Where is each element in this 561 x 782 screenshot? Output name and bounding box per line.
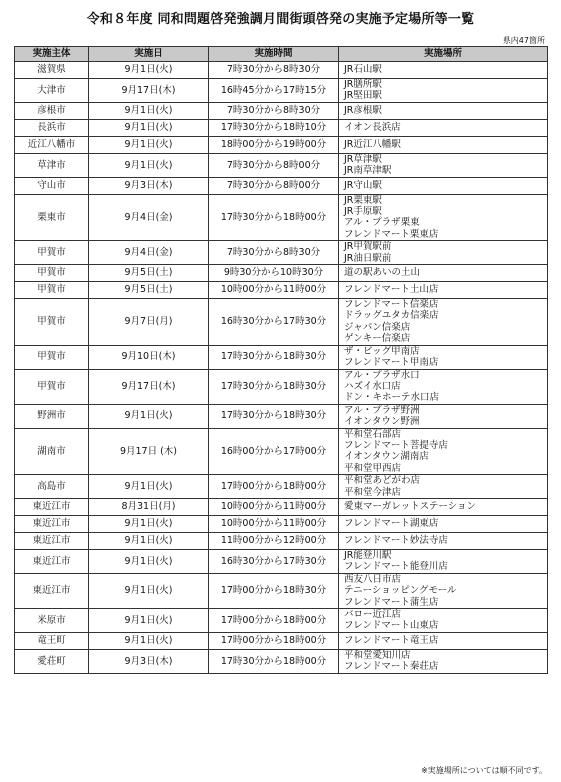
table-row [15,428,548,475]
footnote: ※実施場所については順不同です。 [421,766,547,775]
cell-time: 17時30分から18時30分 [209,345,339,369]
place-name: 平和堂甲西店 [344,462,402,474]
cell-date: 9月17日(木) [89,79,209,103]
table-row [15,119,548,136]
cell-time: 18時00分から19時00分 [209,136,339,153]
header-entity: 実施主体 [15,47,89,62]
cell-date: 9月1日(火) [89,119,209,136]
place-name: アル・プラザ野洲 [344,404,420,416]
table-row [15,369,548,404]
table-row [15,102,548,119]
place-name: フレンドマート土山店 [344,284,439,296]
place-name: テニーショッピングモール [344,585,457,597]
table-row [15,241,548,265]
cell-time: 16時00分から17時00分 [209,428,339,475]
place-name: JR南草津駅 [344,165,392,177]
cell-time: 17時30分から18時30分 [209,404,339,428]
table-row [15,649,548,673]
cell-places [339,428,548,475]
cell-time: 16時45分から17時15分 [209,79,339,103]
cell-places [339,498,548,515]
cell-places [339,265,548,282]
place-name: フレンドマート栗東店 [344,228,439,240]
place-name: フレンドマート竜王店 [344,635,439,647]
cell-date: 9月1日(火) [89,62,209,79]
cell-date: 9月1日(火) [89,515,209,532]
cell-entity: 米原市 [15,609,89,633]
cell-date: 9月3日(木) [89,649,209,673]
place-name: ドラッグユタカ信楽店 [344,310,439,322]
cell-places [339,549,548,573]
cell-date: 8月31日(月) [89,498,209,515]
table-row [15,515,548,532]
place-name: 西友八日市店 [344,573,402,585]
cell-entity: 東近江市 [15,549,89,573]
cell-date: 9月1日(火) [89,404,209,428]
table-row [15,136,548,153]
table-row [15,498,548,515]
cell-entity: 甲賀市 [15,369,89,404]
cell-date: 9月4日(金) [89,194,209,241]
schedule-table [14,46,548,674]
place-name: ハズイ水口店 [344,380,401,392]
cell-entity: 大津市 [15,79,89,103]
place-name: JR膳所駅 [344,79,382,90]
place-name: JR甲賀駅前 [344,241,392,253]
cell-time: 17時30分から18時30分 [209,369,339,404]
cell-date: 9月4日(金) [89,241,209,265]
cell-date: 9月1日(火) [89,609,209,633]
cell-time: 17時30分から18時10分 [209,119,339,136]
cell-time: 11時00分から12時00分 [209,532,339,549]
place-name: アル・プラザ栗東 [344,217,420,229]
cell-places [339,404,548,428]
cell-entity: 東近江市 [15,532,89,549]
place-name: フレンドマート甲南店 [344,357,439,369]
place-name: ザ・ビッグ甲南店 [344,345,420,357]
place-name: 平和堂今津店 [344,486,402,498]
cell-entity: 甲賀市 [15,299,89,346]
cell-entity: 甲賀市 [15,282,89,299]
table-row [15,265,548,282]
table-row [15,475,548,499]
place-name: フレンドマート信楽店 [344,299,439,311]
cell-entity: 東近江市 [15,498,89,515]
table-row [15,177,548,194]
cell-entity: 竜王町 [15,632,89,649]
table-row [15,632,548,649]
cell-places [339,282,548,299]
cell-places [339,573,548,608]
cell-date: 9月17日 (木) [89,428,209,475]
cell-date: 9月5日(土) [89,282,209,299]
cell-places [339,515,548,532]
cell-entity: 甲賀市 [15,345,89,369]
place-name: ゲンキー信楽店 [344,333,411,345]
table-row [15,532,548,549]
cell-entity: 近江八幡市 [15,136,89,153]
cell-entity: 東近江市 [15,515,89,532]
cell-entity: 草津市 [15,153,89,177]
place-name: JR能登川駅 [344,549,392,561]
header-date: 実施日 [89,47,209,62]
cell-date: 9月1日(火) [89,102,209,119]
place-name: JR油日駅前 [344,252,392,264]
place-name: ジャパン信楽店 [344,321,411,333]
cell-places [339,632,548,649]
page-title: 令和８年度 同和問題啓発強調月間街頭啓発の実施予定場所等一覧 [86,12,475,27]
cell-entity: 守山市 [15,177,89,194]
cell-entity: 愛荘町 [15,649,89,673]
cell-date: 9月1日(火) [89,475,209,499]
cell-time: 16時30分から17時30分 [209,299,339,346]
table-row [15,609,548,633]
cell-entity: 彦根市 [15,102,89,119]
place-name: フレンドマート秦荘店 [344,661,439,673]
cell-date: 9月1日(火) [89,549,209,573]
cell-places [339,345,548,369]
table-row [15,299,548,346]
place-name: 平和堂愛知川店 [344,649,411,661]
cell-places [339,79,548,103]
place-name: イオンタウン湖南店 [344,451,429,463]
cell-entity: 甲賀市 [15,265,89,282]
table-row [15,573,548,608]
cell-places [339,299,548,346]
place-name: JR草津駅 [344,153,382,165]
cell-places [339,532,548,549]
header-time: 実施時間 [209,47,339,62]
cell-date: 9月17日(木) [89,369,209,404]
place-name: イオン長浜店 [344,122,401,134]
cell-entity: 甲賀市 [15,241,89,265]
cell-entity: 長浜市 [15,119,89,136]
cell-places [339,241,548,265]
cell-time: 17時00分から18時00分 [209,609,339,633]
cell-places [339,153,548,177]
cell-date: 9月5日(土) [89,265,209,282]
place-name: JR手原駅 [344,206,382,218]
table-row [15,79,548,103]
table-row [15,62,548,79]
cell-time: 7時30分から8時30分 [209,102,339,119]
place-name: フレンドマート菩提寺店 [344,439,448,451]
cell-places [339,369,548,404]
cell-entity: 高島市 [15,475,89,499]
cell-date: 9月1日(火) [89,632,209,649]
table-row [15,345,548,369]
cell-entity: 栗東市 [15,194,89,241]
place-name: JR栗東駅 [344,194,382,206]
cell-places [339,649,548,673]
cell-places [339,136,548,153]
cell-date: 9月3日(木) [89,177,209,194]
table-row [15,404,548,428]
cell-time: 10時00分から11時00分 [209,515,339,532]
place-name: フレンドマート能登川店 [344,561,448,573]
cell-time: 7時30分から8時30分 [209,241,339,265]
place-name: JR石山駅 [344,64,382,76]
cell-date: 9月10日(木) [89,345,209,369]
cell-time: 17時00分から18時30分 [209,573,339,608]
cell-places [339,119,548,136]
place-name: JR彦根駅 [344,105,382,117]
place-name: アル・プラザ水口 [344,369,420,381]
cell-places [339,102,548,119]
cell-places [339,609,548,633]
cell-places [339,62,548,79]
place-name: JR守山駅 [344,179,382,191]
table-row [15,194,548,241]
place-name: 平和堂あどがわ店 [344,475,421,487]
place-name: ドン・キホーテ水口店 [344,392,440,404]
cell-entity: 湖南市 [15,428,89,475]
cell-time: 9時30分から10時30分 [209,265,339,282]
cell-date: 9月1日(火) [89,136,209,153]
place-name: フレンドマート山東店 [344,620,439,632]
cell-time: 17時30分から18時00分 [209,194,339,241]
place-name: フレンドマート妙法寺店 [344,535,448,547]
cell-entity: 野洲市 [15,404,89,428]
place-name: JR堅田駅 [344,90,382,102]
location-count: 県内47箇所 [502,36,545,45]
cell-time: 17時00分から18時00分 [209,475,339,499]
place-name: イオンタウン野洲 [344,416,420,428]
cell-date: 9月1日(火) [89,153,209,177]
cell-time: 10時00分から11時00分 [209,282,339,299]
cell-time: 7時30分から8時00分 [209,177,339,194]
cell-places [339,475,548,499]
table-header-row [15,47,548,62]
cell-date: 9月1日(火) [89,532,209,549]
cell-places [339,177,548,194]
header-place: 実施場所 [339,47,548,62]
cell-time: 7時30分から8時00分 [209,153,339,177]
cell-time: 7時30分から8時30分 [209,62,339,79]
place-name: バロー近江店 [344,609,402,620]
cell-places [339,194,548,241]
cell-time: 10時00分から11時00分 [209,498,339,515]
place-name: 平和堂石部店 [344,428,402,440]
place-name: 道の駅あいの土山 [344,267,421,279]
table-row [15,153,548,177]
table-row [15,549,548,573]
place-name: 愛東マーガレットステーション [344,501,477,513]
place-name: JR近江八幡駅 [344,139,401,151]
cell-time: 17時00分から18時00分 [209,632,339,649]
cell-time: 17時30分から18時00分 [209,649,339,673]
place-name: フレンドマート蒲生店 [344,596,439,608]
cell-date: 9月7日(月) [89,299,209,346]
cell-date: 9月1日(火) [89,573,209,608]
place-name: フレンドマート湖東店 [344,518,439,530]
cell-time: 16時30分から17時30分 [209,549,339,573]
cell-entity: 東近江市 [15,573,89,608]
table-row [15,282,548,299]
cell-entity: 滋賀県 [15,62,89,79]
